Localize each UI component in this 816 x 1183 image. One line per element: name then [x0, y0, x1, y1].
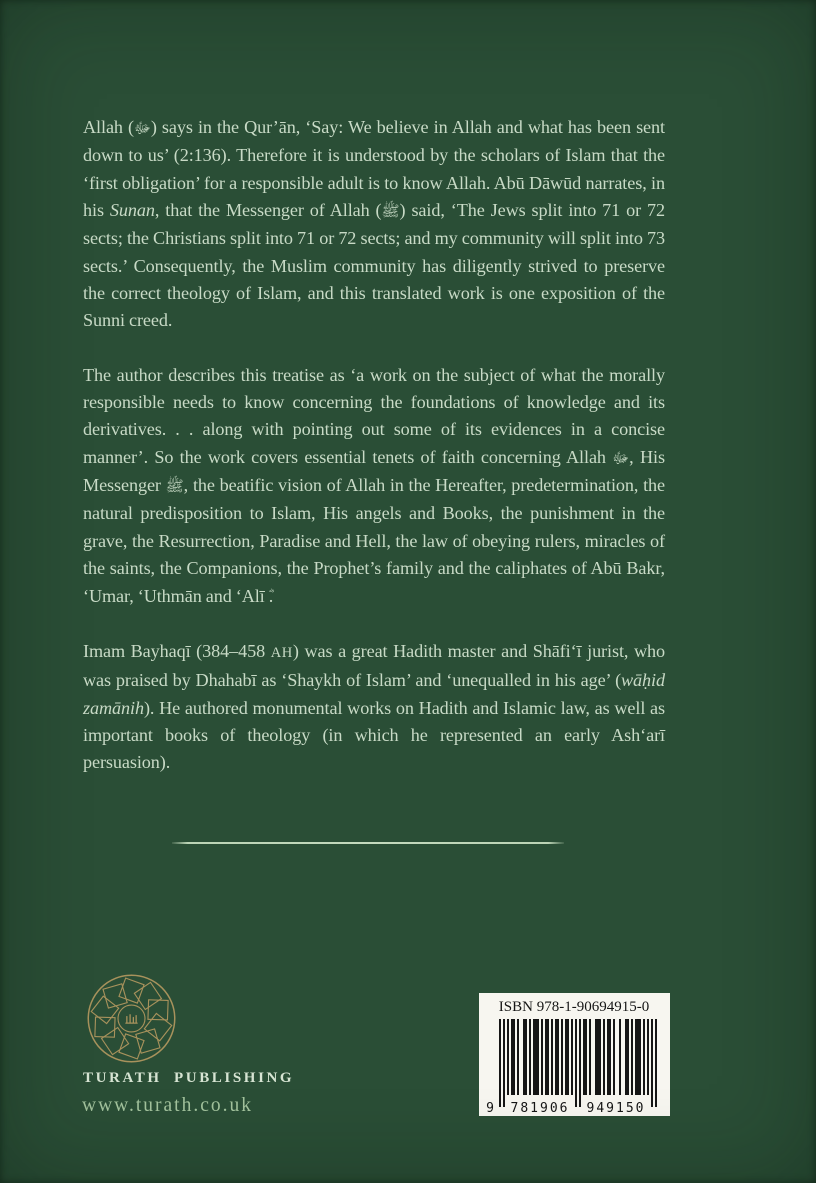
isbn-barcode — [479, 993, 670, 1116]
barcode-digit-group-2: 949150 — [586, 1101, 646, 1116]
honorific-glyph: ﷺ — [165, 477, 184, 496]
paragraph: Imam Bayhaqī (384–458 AH) was a great Hadith master and Shāfi‘ī jurist, who was praised by Dhahabī as ‘Shaykh of Islam’ and ‘unequalled in his age’ (wāḥid zamānih). He authored monumental works on Hadith and Islamic law, as well as important books of theology (in which he represented an early Ash‘arī persuasion). — [83, 640, 665, 773]
paragraph: The author describes this treatise as ‘a work on the subject of what the morally responsible needs to know concerning the foundations of knowledge and its derivatives. . . along with pointing out some of its evidences in a concise manner’. So the work covers essential tenets of faith concerning Allah ﷻ, His Messenger ﷺ, the beatific vision of Allah in the Hereafter, predetermination, the natural predisposition to Islam, His angels and Books, the punishment in the grave, the Resurrection, Paradise and Hell, the law of obeying rulers, miracles of the saints, the Companions, the Prophet’s family and the caliphates of Abū Bakr, ‘Umar, ‘Uthmān and ‘Alī . — [83, 364, 665, 606]
honorific-glyph: ﷻ — [134, 119, 151, 137]
turath-logo-icon — [85, 972, 178, 1065]
barcode-digit-group-1: 781906 — [510, 1101, 570, 1116]
divider-rule — [172, 842, 564, 844]
publisher-name: TURATH PUBLISHING — [83, 1070, 295, 1086]
isbn-label: ISBN 978-1-90694915-0 — [498, 999, 650, 1015]
honorific-glyph: ﷺ — [381, 202, 400, 221]
barcode-digit-left: 9 — [486, 1101, 494, 1116]
publisher-website: www.turath.co.uk — [82, 1095, 253, 1116]
cover-text — [83, 114, 665, 777]
honorific-glyph: ﷻ — [612, 448, 630, 467]
paragraph: Allah (ﷻ) says in the Qur’ān, ‘Say: We believe in Allah and what has been sent down to us’ (2:136). Therefore it is understood by the scholars of Islam that the ‘first obligation’ for a responsible adult is to know Allah. Abū Dāwūd narrates, in his Sunan, that the Messenger of Allah (ﷺ) said, ‘The Jews split into 71 or 72 sects; the Christians split into 71 or 72 sects; and my community will split into 73 sects.’ Consequently, the Muslim community has diligently strived to preserve the correct theology of Islam, and this translated work is one exposition of the Sunni creed. — [83, 117, 666, 331]
